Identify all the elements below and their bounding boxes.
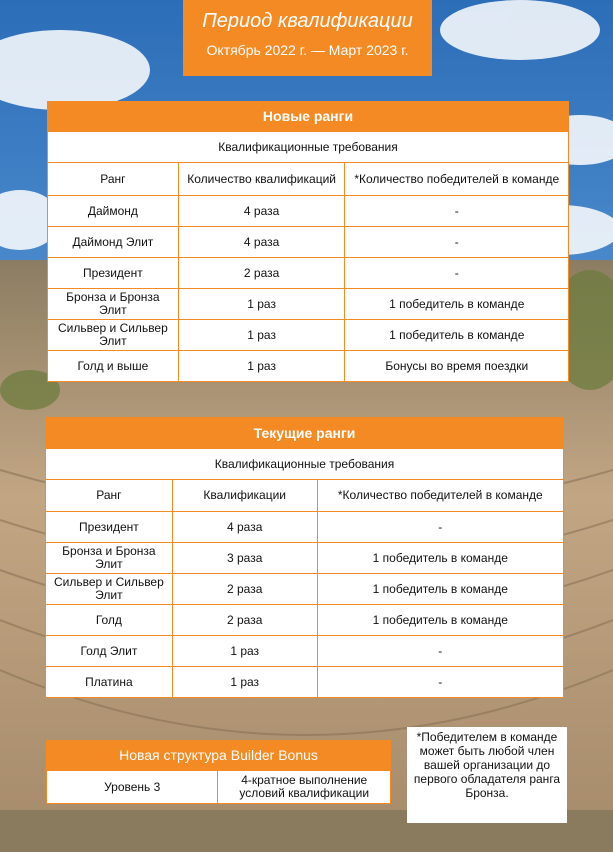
table-row bbox=[48, 320, 569, 351]
rank-cell: Голд Элит bbox=[46, 636, 173, 667]
winners-cell: - bbox=[317, 667, 563, 698]
table-row bbox=[46, 574, 564, 605]
rank-cell: Голд bbox=[46, 605, 173, 636]
table-row bbox=[46, 543, 564, 574]
table-row bbox=[46, 667, 564, 698]
table-row bbox=[48, 227, 569, 258]
qualifications-cell: 3 раза bbox=[172, 543, 317, 574]
qualifications-cell: 2 раза bbox=[172, 574, 317, 605]
rank-cell: Президент bbox=[46, 512, 173, 543]
winners-cell: - bbox=[317, 636, 563, 667]
table-row bbox=[48, 258, 569, 289]
current-ranks-title: Текущие ранги bbox=[46, 418, 564, 449]
builder-level-cell: Уровень 3 bbox=[47, 771, 218, 804]
winners-cell: 1 победитель в команде bbox=[317, 605, 563, 636]
rank-cell: Бронза и Бронза Элит bbox=[46, 543, 173, 574]
winners-cell: Бонусы во время поездки bbox=[345, 351, 569, 382]
rank-cell: Президент bbox=[48, 258, 179, 289]
rank-cell: Бронза и Бронза Элит bbox=[48, 289, 179, 320]
column-header: Количество квалификаций bbox=[178, 163, 345, 196]
winners-cell: - bbox=[345, 227, 569, 258]
table-row bbox=[48, 289, 569, 320]
rank-cell: Сильвер и Сильвер Элит bbox=[48, 320, 179, 351]
rank-cell: Даймонд bbox=[48, 196, 179, 227]
column-header: Ранг bbox=[46, 480, 173, 512]
column-header: Квалификации bbox=[172, 480, 317, 512]
qualifications-cell: 4 раза bbox=[178, 196, 345, 227]
column-header: Ранг bbox=[48, 163, 179, 196]
winners-cell: - bbox=[345, 196, 569, 227]
rank-cell: Даймонд Элит bbox=[48, 227, 179, 258]
builder-requirement-cell: 4-кратное выполнение условий квалификации bbox=[218, 771, 391, 804]
rank-cell: Голд и выше bbox=[48, 351, 179, 382]
winners-cell: 1 победитель в команде bbox=[345, 320, 569, 351]
qualifications-cell: 1 раз bbox=[178, 289, 345, 320]
table-row bbox=[48, 351, 569, 382]
builder-bonus-table bbox=[46, 740, 391, 804]
qualifications-cell: 4 раза bbox=[172, 512, 317, 543]
period-banner bbox=[183, 0, 432, 76]
current-ranks-subtitle: Квалификационные требования bbox=[46, 449, 564, 480]
winners-cell: 1 победитель в команде bbox=[317, 543, 563, 574]
new-ranks-title: Новые ранги bbox=[48, 102, 569, 132]
current-ranks-table bbox=[45, 417, 564, 698]
column-header: *Количество победителей в команде bbox=[317, 480, 563, 512]
winners-cell: 1 победитель в команде bbox=[345, 289, 569, 320]
table-row bbox=[46, 512, 564, 543]
winners-cell: - bbox=[345, 258, 569, 289]
page-title: Период квалификации bbox=[202, 10, 413, 32]
rank-cell: Сильвер и Сильвер Элит bbox=[46, 574, 173, 605]
winner-footnote: *Победителем в команде может быть любой член вашей организации до первого обладателя ранга Бронза. bbox=[407, 727, 567, 823]
builder-bonus-title: Новая структура Builder Bonus bbox=[47, 741, 391, 771]
winners-cell: - bbox=[317, 512, 563, 543]
qualifications-cell: 1 раз bbox=[172, 667, 317, 698]
new-ranks-table bbox=[47, 101, 569, 382]
qualifications-cell: 2 раза bbox=[172, 605, 317, 636]
winners-cell: 1 победитель в команде bbox=[317, 574, 563, 605]
table-row bbox=[46, 636, 564, 667]
qualifications-cell: 4 раза bbox=[178, 227, 345, 258]
new-ranks-subtitle: Квалификационные требования bbox=[48, 132, 569, 163]
rank-cell: Платина bbox=[46, 667, 173, 698]
period-dates: Октябрь 2022 г. — Март 2023 г. bbox=[206, 42, 409, 58]
table-row bbox=[48, 196, 569, 227]
column-header: *Количество победителей в команде bbox=[345, 163, 569, 196]
table-row bbox=[46, 605, 564, 636]
qualifications-cell: 2 раза bbox=[178, 258, 345, 289]
qualifications-cell: 1 раз bbox=[178, 351, 345, 382]
qualifications-cell: 1 раз bbox=[172, 636, 317, 667]
qualifications-cell: 1 раз bbox=[178, 320, 345, 351]
